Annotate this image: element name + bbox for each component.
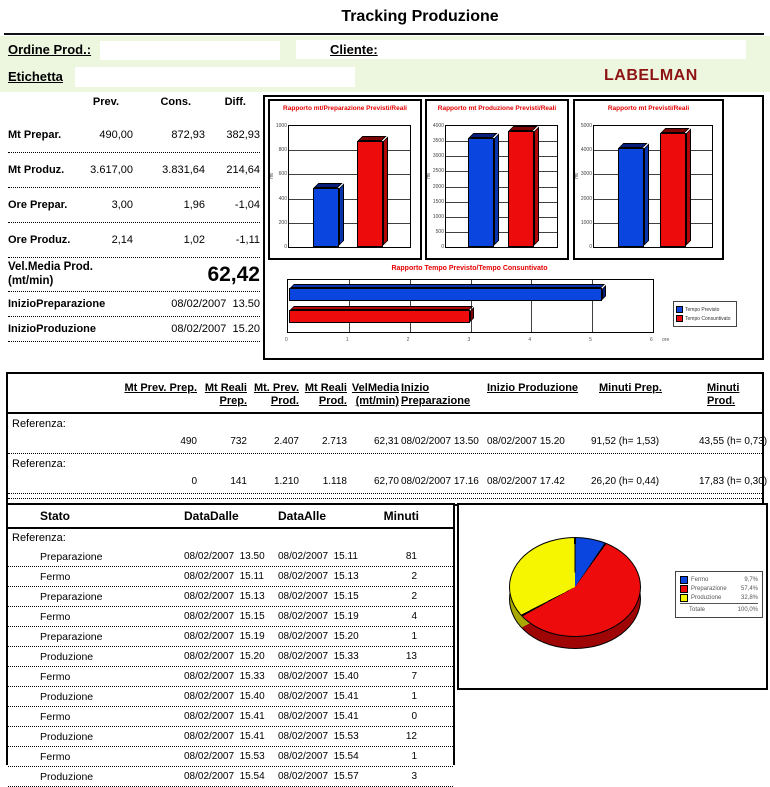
- legend-item: [676, 305, 734, 314]
- x-tick-label: 6: [650, 337, 653, 343]
- cell: Fermo: [40, 750, 71, 763]
- legend-total-value: 100,0%: [737, 606, 758, 613]
- y-tick-label: 3000: [580, 171, 592, 178]
- etichetta-input[interactable]: [75, 67, 355, 87]
- table-row: [8, 767, 453, 787]
- col-header-cons: Cons.: [160, 96, 191, 108]
- cell: 62,70: [373, 476, 399, 488]
- cell: 141: [230, 476, 247, 488]
- legend-label: Produzione: [691, 594, 722, 601]
- y-tick-label: 0: [284, 244, 287, 250]
- cell: 08/02/2007 15.13: [278, 571, 359, 582]
- legend-color-chip: [676, 306, 683, 313]
- charts-container: [263, 95, 764, 360]
- cell: Fermo: [40, 670, 71, 683]
- gridline: [446, 217, 557, 218]
- table-row: [8, 587, 453, 607]
- y-tick-label: 1500: [432, 198, 444, 205]
- chart-title: Rapporto mt Previsti/Reali: [607, 105, 690, 112]
- cell: 0: [411, 711, 417, 722]
- col-header: VelMedia (mt/min): [351, 382, 399, 408]
- cell: 08/02/2007 15.41: [278, 711, 359, 722]
- hbar-previsto: [289, 288, 602, 301]
- legend-color-chip: [676, 315, 683, 322]
- gridline: [289, 150, 410, 151]
- bar-previsti: [313, 188, 339, 247]
- group-label: Referenza:: [12, 458, 66, 471]
- summary-row-ore-prepar: [8, 188, 260, 223]
- cell: 1: [411, 751, 417, 762]
- x-tick-label: 3: [467, 337, 471, 343]
- cell: 43,55 (h= 0,73): [699, 436, 768, 448]
- stato-table-body: [8, 547, 453, 787]
- gridline: [446, 232, 557, 233]
- cons-value: 3.831,64: [162, 164, 205, 176]
- cell: 08/02/2007 15.40: [184, 691, 265, 702]
- cell: 08/02/2007 15.19: [184, 631, 265, 642]
- horizontal-bar-chart-tempo: [273, 265, 758, 359]
- x-axis-ticks: [285, 337, 670, 347]
- cell: Produzione: [40, 690, 94, 703]
- x-tick-label: 4: [528, 337, 532, 343]
- pie-chart: [509, 537, 641, 637]
- cell: Produzione: [40, 650, 94, 663]
- header-band: [0, 36, 770, 92]
- legend-value: 9,7%: [744, 576, 758, 583]
- table-row: [8, 567, 453, 587]
- bar-previsti: [618, 148, 644, 247]
- legend-color-chip: [680, 585, 688, 593]
- gridline: [446, 202, 557, 203]
- cell: 08/02/2007 15.53: [278, 731, 359, 742]
- bar-previsti: [468, 138, 494, 247]
- legend-value: 57,4%: [740, 585, 758, 592]
- legend-total-label: Totale: [689, 606, 706, 613]
- col-header-stato: Stato: [40, 509, 70, 523]
- legend-value: 32,8%: [740, 594, 758, 601]
- summary-table: [8, 96, 260, 342]
- row-label: Mt Produz.: [8, 163, 65, 176]
- prev-value: 2,14: [111, 234, 133, 246]
- cons-value: 872,93: [171, 129, 205, 141]
- bar-chart-preparazione: [268, 99, 422, 260]
- legend-color-chip: [680, 576, 688, 584]
- diff-value: 382,93: [226, 129, 260, 141]
- ordine-prod-input[interactable]: [100, 41, 280, 60]
- brand-logo: LABELMAN: [604, 67, 698, 84]
- table-row: [8, 547, 453, 567]
- bar-reali: [660, 133, 686, 247]
- cell: Fermo: [40, 570, 71, 583]
- page-title: Tracking Produzione: [341, 8, 499, 25]
- table-bottom-rule: [8, 496, 762, 499]
- summary-row-ore-produz: [8, 223, 260, 258]
- cell: 08/02/2007 15.40: [278, 671, 359, 682]
- row-label: Ore Prepar.: [8, 198, 68, 211]
- cell: 1.210: [273, 476, 299, 488]
- cell: 08/02/2007 15.41: [184, 711, 265, 722]
- hbar-consuntivato: [289, 310, 470, 323]
- y-tick-label: 2500: [432, 168, 444, 175]
- col-header: Inizio Preparazione: [401, 382, 471, 408]
- prev-value: 3,00: [111, 199, 133, 211]
- velmedia-label: Vel.Media Prod. (mt/min): [8, 261, 93, 287]
- legend-item: [680, 593, 758, 602]
- legend-color-chip: [680, 594, 688, 602]
- bar-reali: [508, 131, 534, 247]
- chart-plot: [287, 279, 654, 333]
- col-header: Inizio Produzione: [487, 382, 579, 394]
- spacer: [8, 96, 78, 118]
- cell: 08/02/2007 15.53: [184, 751, 265, 762]
- chart-title: Rapporto mt/Preparazione Previsti/Reali: [283, 105, 407, 112]
- pie-chart-container: [457, 503, 768, 690]
- cell: 2: [411, 591, 417, 602]
- prev-value: 490,00: [99, 129, 133, 141]
- table-row: [8, 607, 453, 627]
- y-tick-label: 1000: [432, 213, 444, 220]
- spacer: [8, 382, 112, 408]
- y-tick-label: 4000: [580, 147, 592, 154]
- y-tick-label: 600: [278, 171, 287, 178]
- col-header: Mt Reali Prod.: [304, 382, 347, 408]
- col-header-dataalle: DataAlle: [278, 509, 327, 523]
- cell: 2: [411, 571, 417, 582]
- cliente-label: Cliente:: [330, 42, 378, 57]
- x-axis-label: ore: [662, 337, 670, 343]
- gridline: [594, 223, 712, 224]
- cell: 08/02/2007 13.50: [184, 551, 265, 562]
- cell: 08/02/2007 15.33: [184, 671, 265, 682]
- table-row: [8, 687, 453, 707]
- cell: 490: [180, 436, 197, 448]
- col-header: Mt Prev. Prep.: [124, 382, 197, 394]
- cons-value: 1,02: [183, 234, 205, 246]
- chart-title: Rapporto Tempo Previsto/Tempo Consuntivato: [391, 265, 548, 272]
- cell: 08/02/2007 15.19: [278, 611, 359, 622]
- y-tick-label: 1000: [275, 123, 287, 129]
- y-tick-label: 2000: [432, 183, 444, 190]
- cell: 08/02/2007 15.54: [278, 751, 359, 762]
- diff-value: 214,64: [226, 164, 260, 176]
- inizio-preparazione-row: [8, 292, 260, 317]
- cell: 08/02/2007 15.41: [278, 691, 359, 702]
- cell: 08/02/2007 15.41: [184, 731, 265, 742]
- diff-value: -1,11: [235, 234, 260, 246]
- cell: Preparazione: [40, 550, 103, 563]
- cell: Preparazione: [40, 630, 103, 643]
- inizio-produzione-value: 08/02/2007 15.20: [171, 323, 260, 335]
- cell: Produzione: [40, 770, 94, 783]
- y-tick-label: 2000: [580, 195, 592, 202]
- legend-label: Tempo Consuntivato: [685, 315, 731, 322]
- cell: 08/02/2007 15.20: [278, 631, 359, 642]
- cell: Fermo: [40, 710, 71, 723]
- inizio-preparazione-label: InizioPreparazione: [8, 297, 106, 310]
- table-row: [8, 707, 453, 727]
- cell: 08/02/2007 17.16: [401, 476, 479, 488]
- y-tick-label: 5000: [580, 123, 592, 129]
- cell: 08/02/2007 15.57: [278, 771, 359, 782]
- y-tick-label: 3000: [432, 153, 444, 160]
- col-header-datadalle: DataDalle: [184, 509, 239, 523]
- stato-table-header: [8, 505, 453, 529]
- cell: 13: [405, 651, 417, 662]
- y-tick-label: 0: [441, 244, 444, 250]
- table-row: [8, 727, 453, 747]
- group-label: Referenza:: [12, 532, 66, 544]
- stato-table: [6, 503, 455, 783]
- gridline: [594, 150, 712, 151]
- summary-row-mt-prepar: [8, 118, 260, 153]
- gridline: [446, 171, 557, 172]
- cell: 1: [411, 631, 417, 642]
- reference-table-header: [8, 374, 762, 414]
- cell: 08/02/2007 15.11: [184, 571, 264, 582]
- table-row: [8, 472, 768, 494]
- table-row: [8, 432, 768, 454]
- etichetta-label: Etichetta: [8, 69, 63, 84]
- chart-plot: [275, 123, 411, 250]
- summary-row-mt-produz: [8, 153, 260, 188]
- y-axis-label: mt: [268, 173, 275, 179]
- y-tick-label: 800: [278, 147, 287, 154]
- col-header-prev: Prev.: [92, 96, 119, 108]
- y-tick-label: 4000: [432, 123, 444, 129]
- legend-item: [680, 575, 758, 584]
- ordine-prod-label: Ordine Prod.:: [8, 42, 92, 57]
- x-tick-label: 5: [589, 337, 592, 343]
- y-tick-label: 1000: [580, 219, 592, 226]
- cell: 08/02/2007 15.15: [184, 611, 265, 622]
- legend-item: [676, 314, 734, 323]
- x-tick-label: 0: [285, 337, 288, 343]
- cell: 4: [411, 611, 417, 622]
- bar-reali: [357, 141, 383, 247]
- gridline: [446, 156, 557, 157]
- cell: 08/02/2007 15.20: [487, 436, 565, 448]
- col-header-diff: Diff.: [224, 96, 246, 108]
- cell: 12: [405, 731, 417, 742]
- summary-header: [8, 96, 260, 118]
- cell: 2.407: [273, 436, 299, 448]
- prev-value: 3.617,00: [90, 164, 133, 176]
- cell: 08/02/2007 15.54: [184, 771, 265, 782]
- cell: 08/02/2007 13.50: [401, 436, 479, 448]
- legend-item: [680, 584, 758, 593]
- cell: 08/02/2007 15.33: [278, 651, 359, 662]
- cell: 1: [411, 691, 417, 702]
- legend-label: Preparazione: [691, 585, 727, 592]
- gridline: [594, 174, 712, 175]
- cell: 26,20 (h= 0,44): [591, 476, 660, 488]
- col-header: Mt Reali Prep.: [204, 382, 247, 408]
- pie-legend: [675, 571, 763, 618]
- bar-chart-produzione: [425, 99, 569, 260]
- cell: 08/02/2007 15.13: [184, 591, 265, 602]
- diff-value: -1,04: [234, 199, 260, 211]
- chart-title: Rapporto mt Produzione Previsti/Reali: [437, 105, 557, 112]
- cell: 17,83 (h= 0,30): [699, 476, 768, 488]
- reference-table: [6, 372, 768, 506]
- gridline: [289, 199, 410, 200]
- table-row: [8, 667, 453, 687]
- legend-total-row: [680, 603, 758, 614]
- col-header: Mt. Prev. Prod.: [253, 382, 299, 408]
- gridline: [446, 187, 557, 188]
- cell: 0: [191, 476, 197, 488]
- inizio-preparazione-value: 08/02/2007 13.50: [171, 298, 260, 310]
- velmedia-value: 62,42: [207, 262, 260, 286]
- legend-label: Fermo: [691, 576, 709, 583]
- cell: 08/02/2007 15.20: [184, 651, 265, 662]
- cons-value: 1,96: [183, 199, 205, 211]
- y-axis-label: mt: [425, 173, 432, 179]
- inizio-produzione-label: InizioProduzione: [8, 322, 96, 335]
- row-label: Ore Produz.: [8, 233, 71, 246]
- cell: 08/02/2007 15.15: [278, 591, 359, 602]
- table-row: [8, 747, 453, 767]
- gridline: [594, 199, 712, 200]
- col-header-minuti: Minuti: [383, 509, 419, 523]
- velmedia-row: [8, 258, 260, 292]
- table-row: [8, 627, 453, 647]
- cell: 732: [230, 436, 247, 448]
- title-divider: [4, 33, 764, 35]
- y-tick-label: 3500: [432, 138, 444, 145]
- row-label: Mt Prepar.: [8, 128, 62, 141]
- cell: 1.118: [322, 476, 347, 488]
- cell: 3: [411, 771, 417, 782]
- cell: 62,31: [373, 436, 399, 448]
- x-tick-label: 1: [345, 337, 349, 343]
- gridline: [289, 174, 410, 175]
- cell: Produzione: [40, 730, 94, 743]
- bar-chart-totale: [573, 99, 724, 260]
- chart-plot: [432, 123, 558, 250]
- table-row: [8, 647, 453, 667]
- group-label: Referenza:: [12, 418, 66, 431]
- cell: 7: [411, 671, 417, 682]
- cell: 08/02/2007 15.11: [278, 551, 358, 562]
- y-tick-label: 200: [278, 219, 287, 226]
- chart-legend: [673, 301, 737, 327]
- cell: 08/02/2007 17.42: [487, 476, 565, 488]
- inizio-produzione-row: [8, 317, 260, 342]
- cell: 91,52 (h= 1,53): [591, 436, 660, 448]
- reference-table-body: [8, 414, 768, 494]
- chart-plot: [580, 123, 713, 250]
- cell: 2.713: [321, 436, 347, 448]
- col-header: Minuti Prep.: [599, 382, 662, 394]
- cell: Fermo: [40, 610, 71, 623]
- y-tick-label: 0: [589, 244, 592, 250]
- x-tick-label: 2: [406, 337, 410, 343]
- y-tick-label: 500: [435, 228, 444, 235]
- y-tick-label: 400: [278, 195, 287, 202]
- legend-label: Tempo Previsto: [685, 306, 720, 313]
- gridline: [289, 223, 410, 224]
- col-header: Minuti Prod.: [707, 382, 740, 408]
- cell: Preparazione: [40, 590, 103, 603]
- gridline: [446, 141, 557, 142]
- y-axis-label: mt: [573, 173, 580, 179]
- cell: 81: [405, 551, 417, 562]
